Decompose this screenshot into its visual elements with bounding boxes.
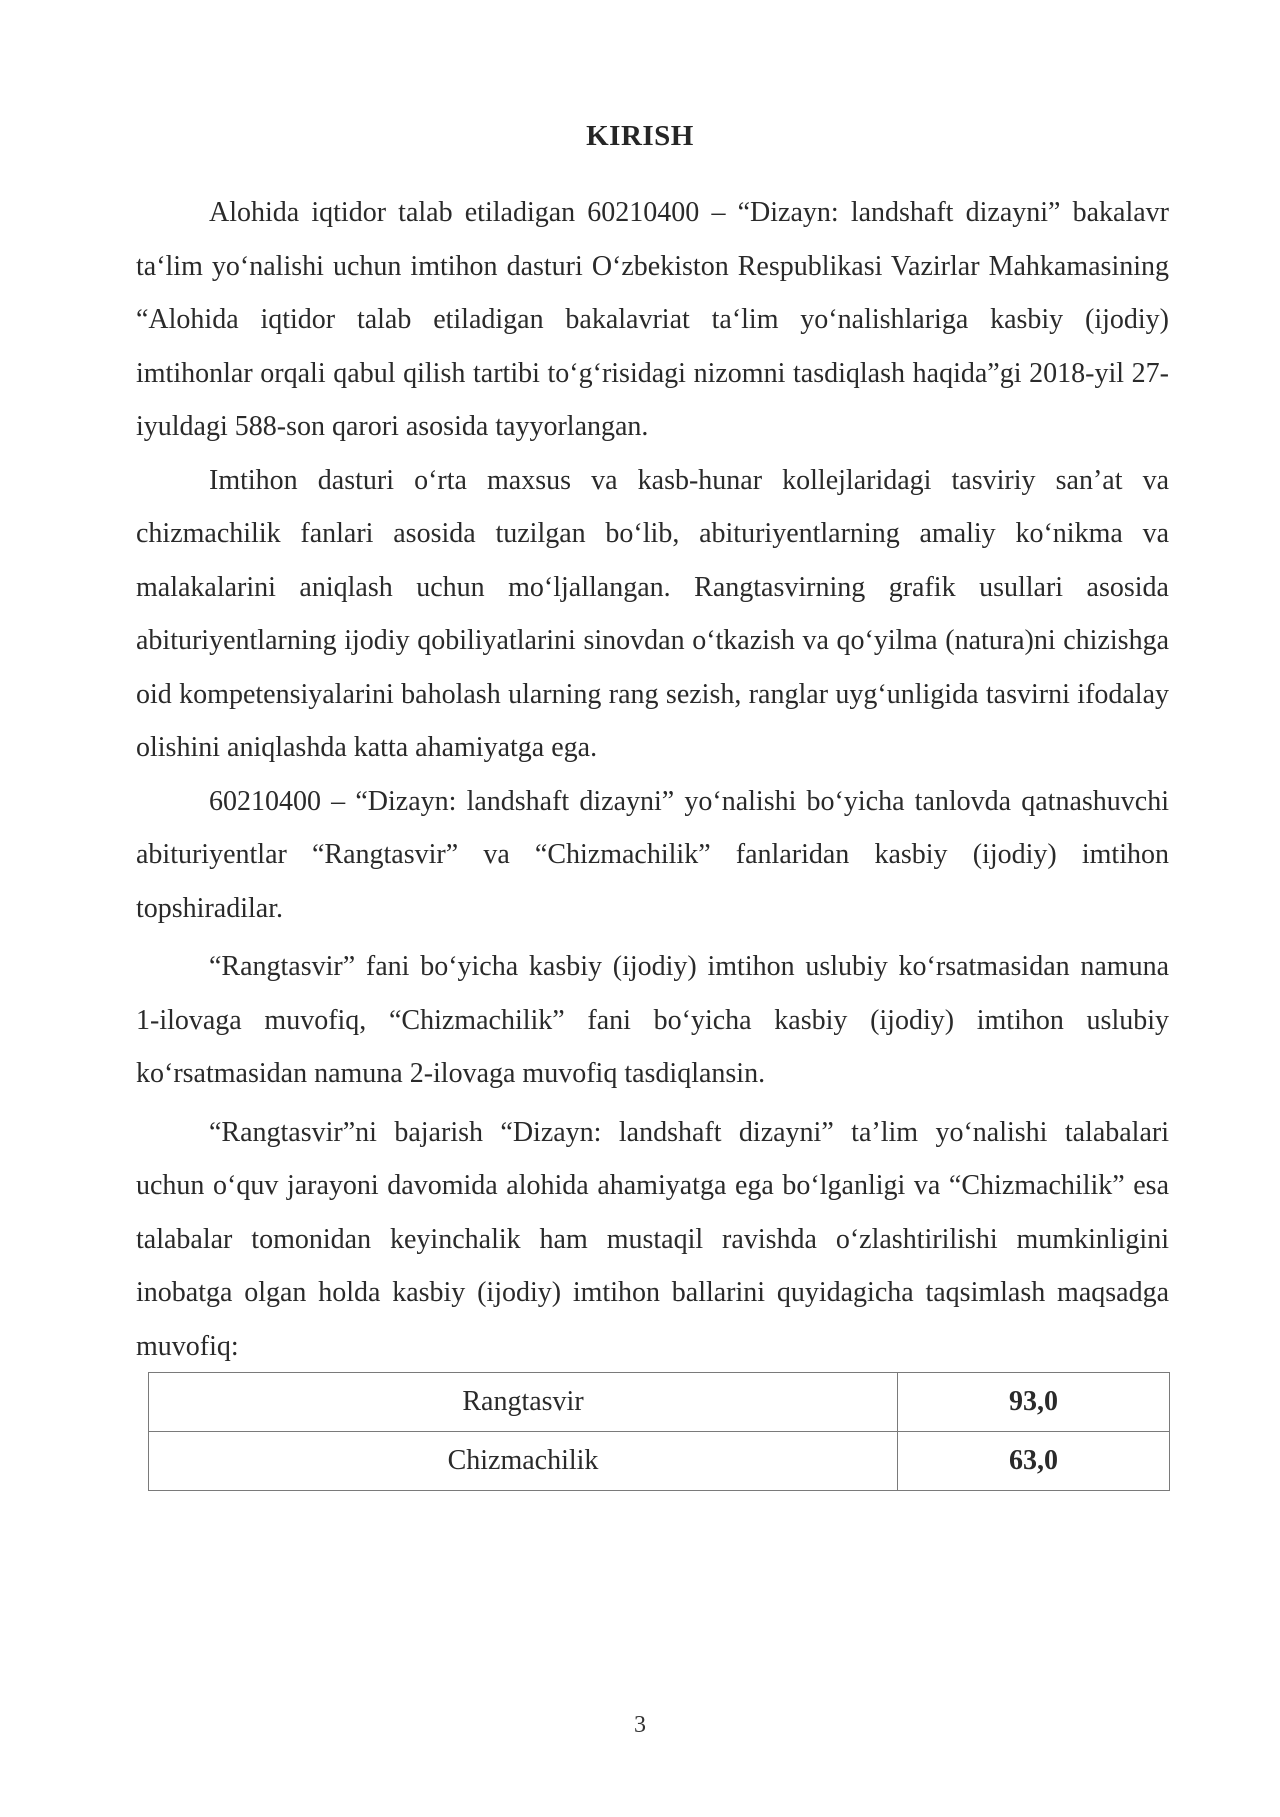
page-number: 3: [634, 1712, 646, 1738]
paragraph-intro: Alohida iqtidor talab etiladigan 60210400 – “Dizayn: landshaft dizayni” bakalavr ta‘lim yo‘nalishi uchun imtihon dasturi O‘zbekiston Respublikasi Vazirlar Mahkamasining “Alohida iqtidor talab etiladigan bakalavriat ta‘lim yo‘nalishlariga kasbiy (ijodiy) imtihonlar orqali qabul qilish tartibi to‘g‘risidagi nizomni tasdiqlash haqida”gi 2018-yil 27-iyuldagi 588-son qarori asosida tayyorlangan.: [136, 197, 1169, 442]
paragraph-exam-program: Imtihon dasturi o‘rta maxsus va kasb-hunar kollejlaridagi tasviriy san’at va chizmachilik fanlari asosida tuzilgan bo‘lib, abituriyentlarning amaliy ko‘nikma va malakalarini aniqlash uchun mo‘ljallangan. Rangtasvirning grafik usullari asosida abituriyentlarning ijodiy qobiliyatlarini sinovdan o‘tkazish va qo‘yilma (natura)ni chizishga oid kompetensiyalarini baholash ularning rang sezish, ranglar uyg‘unligida tasvirni ifodalay olishini aniqlashda katta ahamiyatga ega.: [136, 464, 1169, 763]
body-text: [136, 186, 1169, 1373]
table-row: [149, 1432, 1170, 1491]
subject-cell: Rangtasvir: [149, 1373, 898, 1432]
paragraph-score-distribution: “Rangtasvir”ni bajarish “Dizayn: landshaft dizayni” ta’lim yo‘nalishi talabalari uchun o‘quv jarayoni davomida alohida ahamiyatga ega bo‘lganligi va “Chizmachilik” esa talabalar tomonidan keyinchalik ham mustaqil ravishda o‘zlashtirilishi mumkinligini inobatga olgan holda kasbiy (ijodiy) imtihon ballarini quyidagicha taqsimlash maqsadga muvofiq:: [136, 1116, 1169, 1362]
score-cell: 63,0: [898, 1432, 1170, 1491]
page-title: KIRISH: [586, 120, 694, 152]
score-cell: 93,0: [898, 1373, 1170, 1432]
subject-cell: Chizmachilik: [149, 1432, 898, 1491]
table-row: [149, 1373, 1170, 1432]
paragraph-appendices: “Rangtasvir” fani bo‘yicha kasbiy (ijodiy) imtihon uslubiy ko‘rsatmasidan namuna 1-ilovaga muvofiq, “Chizmachilik” fani bo‘yicha kasbiy (ijodiy) imtihon uslubiy ko‘rsatmasidan namuna 2-ilovaga muvofiq tasdiqlansin.: [136, 951, 1169, 1089]
score-table: [148, 1372, 1170, 1491]
paragraph-applicants: 60210400 – “Dizayn: landshaft dizayni” yo‘nalishi bo‘yicha tanlovda qatnashuvchi abituriyentlar “Rangtasvir” va “Chizmachilik” fanlaridan kasbiy (ijodiy) imtihon topshiradilar.: [136, 785, 1169, 924]
